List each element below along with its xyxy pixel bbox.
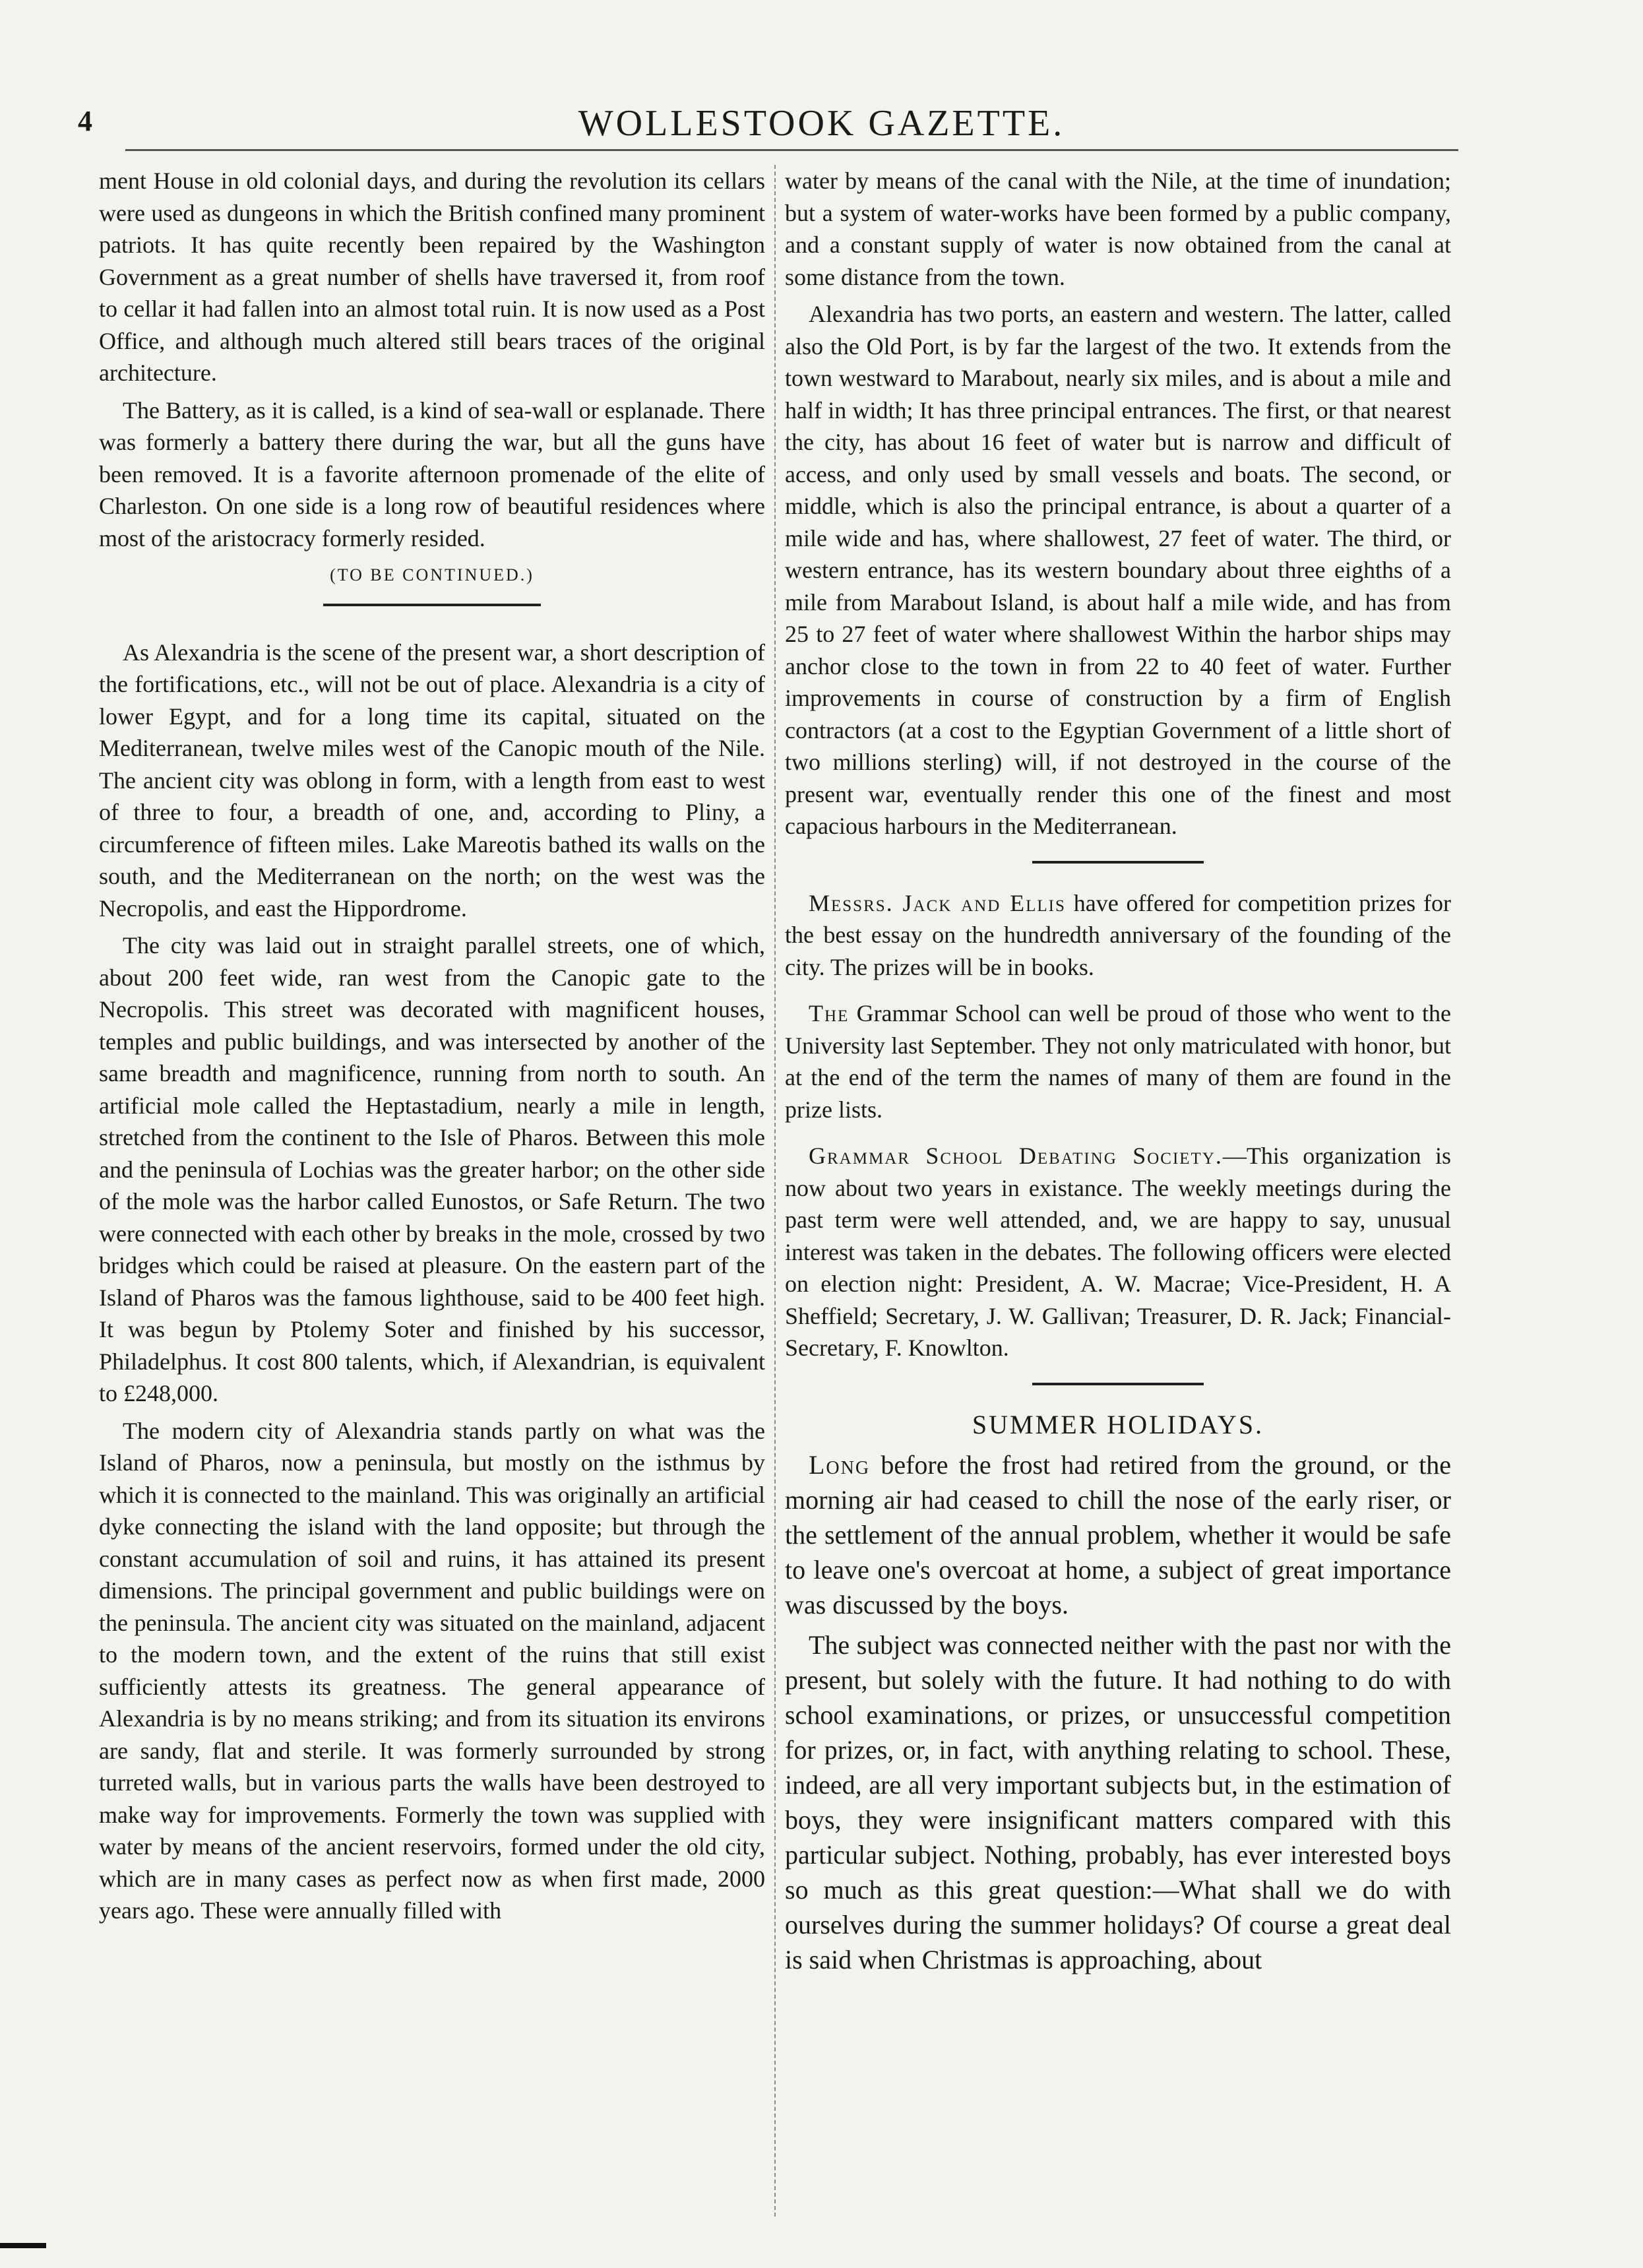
paragraph: As Alexandria is the scene of the present war, a short description of the fortifications, etc., will not be out of place. Alexandria is a city of lower Egypt, and for a long time its capital, situated on the Mediterranean, twelve miles west of the Canopic mouth of the Nile. The ancient city was oblong in form, with a length from east to west of three to four, a breadth of one, and, according to Pliny, a circumference of fifteen miles. Lake Mareotis bathed its walls on the south, and the Mediterranean on the north; on the west was the Necropolis, and east the Hippordrome. — [99, 639, 765, 922]
paragraph: The city was laid out in straight parallel streets, one of which, about 200 feet wide, ran west from the Canopic gate to the Necropolis. This street was decorated with magnificent houses, temples and public buildings, and was intersected by another of the same breadth and magnificence, running from north to south. An artificial mole called the Heptastadium, nearly a mile in length, stretched from the continent to the Isle of Pharos. Between this mole and the peninsula of Lochias was the greater harbor; on the other side of the mole was the harbor called Eunostos, or Safe Return. The two were connected with each other by breaks in the mole, crossed by two bridges which could be raised at pleasure. On the eastern part of the Island of Pharos was the famous lighthouse, said to be 400 feet high. It was begun by Ptolemy Soter and finished by his successor, Philadelphus. It cost 800 talents, which, if Alexandrian, is equivalent to £248,000. — [99, 932, 765, 1406]
paragraph-text: Grammar School can well be proud of those who went to the University last September. They not only matriculated with honor, but at the end of the term the names of many of them are found in the prize lists. — [785, 1000, 1451, 1123]
paragraph: The Battery, as it is called, is a kind of sea-wall or esplanade. There was formerly a battery there during the war, but all the guns have been removed. It is a favorite afternoon promenade of the elite of Charleston. On one side is a long row of beautiful residences where most of the aristocracy formerly resided. — [99, 396, 765, 551]
divider-rule — [1032, 1383, 1204, 1385]
header-rule — [125, 149, 1458, 151]
paragraph-text: —This organization is now about two years in existance. The weekly meetings during the past term were well attended, and, we are happy to say, unusual interest was taken in the debates. The following officers were elected on election night: President, A. W. Macrae; Vice-President, H. A Sheffield; Secretary, J. W. Gallivan; Treasurer, D. R. Jack; Financial-Secretary, F. Knowlton. — [785, 1143, 1452, 1361]
lead-in: Messrs. Jack and Ellis — [809, 889, 1066, 916]
paragraph-text: have offered for competition prizes for the best essay on the hundredth anniversary of the founding of the city. The prizes will be in books. — [785, 889, 1451, 980]
divider-rule — [323, 604, 541, 606]
masthead: WOLLESTOOK GAZETTE. — [578, 103, 1065, 144]
paragraph — [785, 1447, 1451, 1622]
left-column — [99, 165, 765, 1932]
paragraph-text: before the frost had retired from the ground, or the morning air had ceased to chill the nose of the early riser, or the settlement of the annual problem, whether it would be safe to leave one's overcoat at home, a subject of great importance was discussed by the boys. — [785, 1450, 1451, 1620]
divider-rule — [1032, 861, 1204, 864]
paragraph — [785, 887, 1451, 984]
paragraph: ment House in old colonial days, and during the revolution its cellars were used as dungeons in which the British confined many prominent patriots. It has quite recently been repaired by the Washington Government as a great number of shells have traversed it, from roof to cellar it had fallen into an almost total ruin. It is now used as a Post Office, and although much altered still bears traces of the original architecture. — [99, 168, 765, 386]
paragraph: The modern city of Alexandria stands partly on what was the Island of Pharos, now a peninsula, but mostly on the isthmus by which it is connected to the mainland. This was originally an artificial dyke connecting the island with the land opposite; but through the constant accumulation of soil and ruins, it has attained its present dimensions. The principal government and public buildings were on the peninsula. The ancient city was situated on the mainland, adjacent to the modern town, and the extent of the ruins that still exist sufficiently attests its greatness. The general appearance of Alexandria is by no means striking; and from its situation its environs are sandy, flat and sterile. It was formerly surrounded by strong turreted walls, but in various parts the walls have been destroyed to make way for improvements. Formerly the town was supplied with water by means of the ancient reservoirs, formed under the old city, which are in many cases as perfect now as when first made, 2000 years ago. These were annually filled with — [99, 1417, 765, 1924]
paragraph: water by means of the canal with the Nile, at the time of inundation; but a system of water-works have been formed by a public company, and a constant supply of water is now obtained from the canal at some distance from the town. — [785, 168, 1451, 290]
right-column — [785, 165, 1451, 1982]
lead-in: The — [809, 1000, 850, 1026]
section-title: SUMMER HOLIDAYS. — [972, 1409, 1264, 1439]
page-edge-mark — [0, 2243, 46, 2248]
paragraph — [785, 997, 1451, 1125]
page-number: 4 — [78, 105, 92, 137]
lead-in: Long — [809, 1450, 871, 1480]
lead-in: Grammar School Debating Society. — [809, 1143, 1223, 1169]
paragraph: The subject was connected neither with the past nor with the present, but solely with the future. It had nothing to do with school examinations, or prizes, or unsuccessful competition for prizes, or, in fact, with anything relating to school. These, indeed, are all very important subjects but, in the estimation of boys, they were insignificant matters compared with this particular subject. Nothing, probably, has ever interested boys so much as this great question:—What shall we do with ourselves during the summer holidays? Of course a great deal is said when Christmas is approaching, about — [785, 1630, 1451, 1974]
to-be-continued: (TO BE CONTINUED.) — [330, 565, 534, 584]
paragraph — [785, 1140, 1451, 1364]
paragraph: Alexandria has two ports, an eastern and western. The latter, called also the Old Port, is by far the largest of the two. It extends from the town westward to Marabout, nearly six miles, and is about a mile and half in width; It has three principal entrances. The first, or that nearest the city, has about 16 feet of water but is narrow and difficult of access, and only used by small vessels and boats. The second, or middle, which is also the principal entrance, is about a quarter of a mile wide and has, where shallowest, 27 feet of water. The third, or western entrance, has its western boundary about three eighths of a mile from Marabout Island, is about half a mile wide, and has from 25 to 27 feet of water where shallowest Within the harbor ships may anchor close to the town in from 22 to 40 feet of water. Further improvements in course of construction by a firm of English contractors (at a cost to the Egyptian Government of a little short of two millions sterling) will, if not destroyed in the course of the present war, eventually render this one of the finest and most capacious harbours in the Mediterranean. — [785, 301, 1451, 839]
column-divider — [774, 165, 776, 2217]
